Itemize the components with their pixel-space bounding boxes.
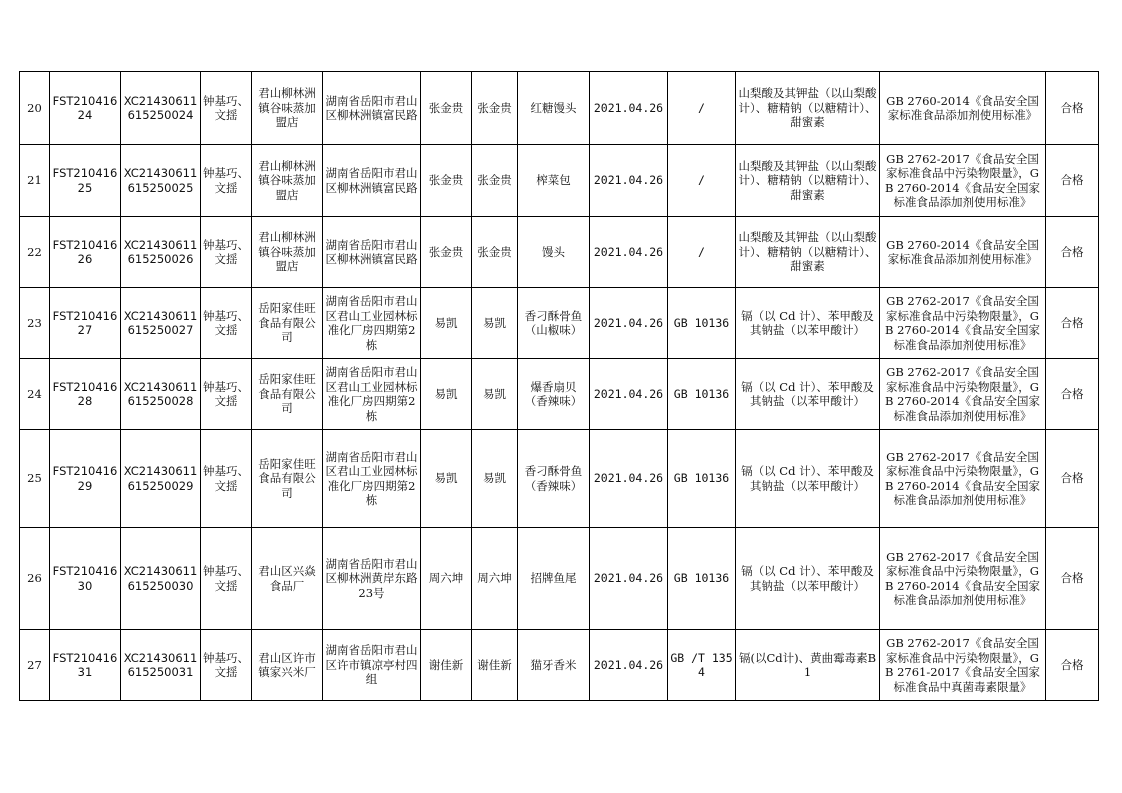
producer-cell: 易凯 [472, 359, 518, 430]
table-row [20, 359, 1099, 430]
product-name-cell: 猫牙香米 [518, 630, 590, 701]
producer-cell: 张金贵 [472, 145, 518, 217]
sample-id-cell: FST21041628 [50, 359, 121, 430]
result-cell: 合格 [1046, 288, 1099, 359]
row-number: 24 [20, 359, 50, 430]
judgment-basis-cell: GB 2762-2017《食品安全国家标准食品中污染物限量》，GB 2760-2014《食品安全国家标准食品添加剂使用标准》 [880, 430, 1046, 528]
sampler-cell: 钟基巧、文揺 [201, 528, 252, 630]
result-cell: 合格 [1046, 145, 1099, 217]
business-name-cell: 君山柳林洲镇谷味蒸加盟店 [252, 72, 323, 145]
address-cell: 湖南省岳阳市君山区柳林洲黄岸东路23号 [323, 528, 421, 630]
date-cell: 2021.04.26 [590, 430, 668, 528]
judgment-basis-cell: GB 2762-2017《食品安全国家标准食品中污染物限量》，GB 2760-2014《食品安全国家标准食品添加剂使用标准》 [880, 145, 1046, 217]
address-cell: 湖南省岳阳市君山区柳林洲镇富民路 [323, 217, 421, 288]
date-cell: 2021.04.26 [590, 359, 668, 430]
table-row [20, 430, 1099, 528]
manufacturer-cell: 张金贵 [421, 145, 472, 217]
producer-cell: 易凯 [472, 430, 518, 528]
address-cell: 湖南省岳阳市君山区君山工业园林标准化厂房四期第2栋 [323, 359, 421, 430]
task-id-cell: XC21430611615250024 [121, 72, 201, 145]
result-cell: 合格 [1046, 359, 1099, 430]
business-name-cell: 君山区许市镇家兴米厂 [252, 630, 323, 701]
product-standard-cell: GB 10136 [668, 359, 736, 430]
test-items-cell: 镉（以 Cd 计）、苯甲酸及其钠盐（以苯甲酸计） [736, 288, 880, 359]
judgment-basis-cell: GB 2762-2017《食品安全国家标准食品中污染物限量》，GB 2761-2017《食品安全国家标准食品中真菌毒素限量》 [880, 630, 1046, 701]
result-cell: 合格 [1046, 217, 1099, 288]
address-cell: 湖南省岳阳市君山区君山工业园林标准化厂房四期第2栋 [323, 288, 421, 359]
sampler-cell: 钟基巧、文揺 [201, 430, 252, 528]
producer-cell: 谢佳新 [472, 630, 518, 701]
task-id-cell: XC21430611615250026 [121, 217, 201, 288]
product-name-cell: 红糖馒头 [518, 72, 590, 145]
row-number: 27 [20, 630, 50, 701]
task-id-cell: XC21430611615250031 [121, 630, 201, 701]
task-id-cell: XC21430611615250028 [121, 359, 201, 430]
product-standard-cell: GB 10136 [668, 528, 736, 630]
sample-id-cell: FST21041625 [50, 145, 121, 217]
address-cell: 湖南省岳阳市君山区柳林洲镇富民路 [323, 72, 421, 145]
date-cell: 2021.04.26 [590, 72, 668, 145]
date-cell: 2021.04.26 [590, 288, 668, 359]
product-standard-cell: / [668, 145, 736, 217]
judgment-basis-cell: GB 2762-2017《食品安全国家标准食品中污染物限量》，GB 2760-2014《食品安全国家标准食品添加剂使用标准》 [880, 359, 1046, 430]
table-row [20, 528, 1099, 630]
sample-id-cell: FST21041627 [50, 288, 121, 359]
business-name-cell: 君山区兴焱食品厂 [252, 528, 323, 630]
row-number: 20 [20, 72, 50, 145]
product-standard-cell: GB /T 1354 [668, 630, 736, 701]
result-cell: 合格 [1046, 430, 1099, 528]
sample-id-cell: FST21041629 [50, 430, 121, 528]
business-name-cell: 君山柳林洲镇谷味蒸加盟店 [252, 217, 323, 288]
table-row [20, 145, 1099, 217]
address-cell: 湖南省岳阳市君山区柳林洲镇富民路 [323, 145, 421, 217]
judgment-basis-cell: GB 2760-2014《食品安全国家标准食品添加剂使用标准》 [880, 217, 1046, 288]
test-items-cell: 山梨酸及其钾盐（以山梨酸 计）、糖精钠（以糖精计）、甜蜜素 [736, 72, 880, 145]
manufacturer-cell: 张金贵 [421, 72, 472, 145]
sample-id-cell: FST21041630 [50, 528, 121, 630]
test-items-cell: 山梨酸及其钾盐（以山梨酸 计）、糖精钠（以糖精计）、甜蜜素 [736, 145, 880, 217]
sampler-cell: 钟基巧、文揺 [201, 359, 252, 430]
date-cell: 2021.04.26 [590, 217, 668, 288]
producer-cell: 张金贵 [472, 72, 518, 145]
sampler-cell: 钟基巧、文揺 [201, 145, 252, 217]
manufacturer-cell: 周六坤 [421, 528, 472, 630]
product-name-cell: 招牌鱼尾 [518, 528, 590, 630]
product-standard-cell: / [668, 72, 736, 145]
test-items-cell: 镉（以 Cd 计）、苯甲酸及其钠盐（以苯甲酸计） [736, 359, 880, 430]
manufacturer-cell: 易凯 [421, 430, 472, 528]
product-name-cell: 爆香扇贝（香辣味） [518, 359, 590, 430]
row-number: 21 [20, 145, 50, 217]
result-cell: 合格 [1046, 528, 1099, 630]
sampler-cell: 钟基巧、文揺 [201, 630, 252, 701]
result-cell: 合格 [1046, 72, 1099, 145]
producer-cell: 周六坤 [472, 528, 518, 630]
product-name-cell: 香刁酥骨鱼（香辣味） [518, 430, 590, 528]
sample-id-cell: FST21041631 [50, 630, 121, 701]
row-number: 26 [20, 528, 50, 630]
sample-id-cell: FST21041626 [50, 217, 121, 288]
product-standard-cell: GB 10136 [668, 288, 736, 359]
row-number: 23 [20, 288, 50, 359]
manufacturer-cell: 易凯 [421, 288, 472, 359]
judgment-basis-cell: GB 2760-2014《食品安全国家标准食品添加剂使用标准》 [880, 72, 1046, 145]
date-cell: 2021.04.26 [590, 145, 668, 217]
manufacturer-cell: 易凯 [421, 359, 472, 430]
address-cell: 湖南省岳阳市君山区许市镇凉亭村四组 [323, 630, 421, 701]
table-row [20, 288, 1099, 359]
test-items-cell: 镉(以Cd计)、黄曲霉毒素B1 [736, 630, 880, 701]
test-items-cell: 山梨酸及其钾盐（以山梨酸 计）、糖精钠（以糖精计）、甜蜜素 [736, 217, 880, 288]
business-name-cell: 岳阳家佳旺食品有限公司 [252, 430, 323, 528]
table-body [20, 72, 1099, 701]
test-items-cell: 镉（以 Cd 计）、苯甲酸及其钠盐（以苯甲酸计） [736, 528, 880, 630]
result-cell: 合格 [1046, 630, 1099, 701]
row-number: 25 [20, 430, 50, 528]
task-id-cell: XC21430611615250025 [121, 145, 201, 217]
table-row [20, 72, 1099, 145]
sample-id-cell: FST21041624 [50, 72, 121, 145]
address-cell: 湖南省岳阳市君山区君山工业园林标准化厂房四期第2栋 [323, 430, 421, 528]
manufacturer-cell: 张金贵 [421, 217, 472, 288]
judgment-basis-cell: GB 2762-2017《食品安全国家标准食品中污染物限量》，GB 2760-2014《食品安全国家标准食品添加剂使用标准》 [880, 288, 1046, 359]
business-name-cell: 君山柳林洲镇谷味蒸加盟店 [252, 145, 323, 217]
product-standard-cell: GB 10136 [668, 430, 736, 528]
product-name-cell: 馒头 [518, 217, 590, 288]
business-name-cell: 岳阳家佳旺食品有限公司 [252, 359, 323, 430]
business-name-cell: 岳阳家佳旺食品有限公司 [252, 288, 323, 359]
product-name-cell: 榨菜包 [518, 145, 590, 217]
test-items-cell: 镉（以 Cd 计）、苯甲酸及其钠盐（以苯甲酸计） [736, 430, 880, 528]
task-id-cell: XC21430611615250029 [121, 430, 201, 528]
product-name-cell: 香刁酥骨鱼（山椒味） [518, 288, 590, 359]
date-cell: 2021.04.26 [590, 528, 668, 630]
product-standard-cell: / [668, 217, 736, 288]
sampler-cell: 钟基巧、文揺 [201, 217, 252, 288]
table-row [20, 217, 1099, 288]
date-cell: 2021.04.26 [590, 630, 668, 701]
sampler-cell: 钟基巧、文揺 [201, 72, 252, 145]
producer-cell: 张金贵 [472, 217, 518, 288]
task-id-cell: XC21430611615250030 [121, 528, 201, 630]
judgment-basis-cell: GB 2762-2017《食品安全国家标准食品中污染物限量》，GB 2760-2014《食品安全国家标准食品添加剂使用标准》 [880, 528, 1046, 630]
table-row [20, 630, 1099, 701]
task-id-cell: XC21430611615250027 [121, 288, 201, 359]
row-number: 22 [20, 217, 50, 288]
manufacturer-cell: 谢佳新 [421, 630, 472, 701]
producer-cell: 易凯 [472, 288, 518, 359]
sampler-cell: 钟基巧、文揺 [201, 288, 252, 359]
inspection-results-table [19, 71, 1099, 701]
